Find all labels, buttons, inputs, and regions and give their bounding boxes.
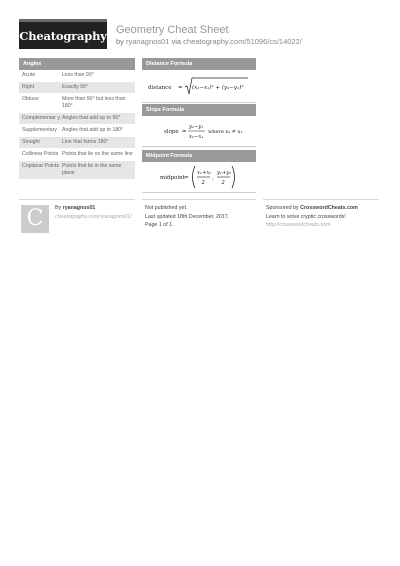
- table-row: [19, 70, 135, 82]
- slope-formula-heading: Slope Formula: [142, 104, 256, 116]
- distance-expr: (x₂−x₁)² + (y₂−y₁)²: [192, 85, 244, 91]
- midpoint-num1: x₁+x₂: [197, 170, 212, 176]
- footer-sponsor: [266, 204, 358, 230]
- angle-term: Straight: [22, 139, 40, 145]
- table-row: [19, 113, 135, 125]
- footer-author: [55, 204, 132, 221]
- page-title: Geometry Cheat Sheet: [116, 24, 229, 36]
- angle-definition: Points that lie on the same line: [62, 151, 133, 157]
- table-row: [19, 94, 135, 113]
- angle-term: Acute: [22, 72, 36, 78]
- author-avatar[interactable]: [21, 205, 49, 233]
- angle-definition: More than 90° but less than 180°: [62, 96, 126, 109]
- midpoint-den1: 2: [201, 180, 205, 186]
- sponsor-name[interactable]: CrosswordCheats.com: [300, 205, 358, 211]
- publish-status: Not published yet.: [145, 205, 188, 211]
- right-paren-icon: [232, 166, 235, 188]
- angle-term: Complementar y: [22, 115, 61, 121]
- byline-by: by: [116, 37, 124, 46]
- midpoint-den2: 2: [221, 180, 225, 186]
- angle-definition: Less than 90°: [62, 72, 94, 78]
- table-row: [19, 161, 135, 180]
- footer-divider-1: [19, 199, 135, 200]
- footer-status: [145, 204, 229, 230]
- table-row: [19, 149, 135, 161]
- angle-definition: Angles that add up to 180°: [62, 127, 124, 133]
- byline-url[interactable]: cheatography.com/51096/cs/14022/: [183, 37, 302, 46]
- last-updated: Last updated 18th December, 2017.: [145, 213, 230, 220]
- midpoint-comma: ,: [212, 175, 214, 181]
- slope-formula-box: [142, 104, 256, 147]
- slope-formula-graphic: [144, 117, 254, 145]
- angle-definition: Exactly 90°: [62, 84, 89, 90]
- angles-table: [19, 70, 135, 180]
- footer-divider-2: [142, 199, 256, 200]
- slope-cond: where x₂ ≠ x₁: [208, 129, 243, 135]
- angle-term: Obtuse: [22, 96, 39, 102]
- angle-term: Coplanar Points: [22, 163, 59, 169]
- distance-formula-box: [142, 58, 256, 103]
- distance-formula-heading: Distance Formula: [142, 58, 256, 70]
- midpoint-formula-body: [142, 162, 256, 193]
- distance-eq: =: [178, 85, 183, 91]
- footer-author-name[interactable]: ryanagnos01: [62, 205, 96, 211]
- sponsor-tagline: Learn to solve cryptic crosswords!: [266, 213, 346, 220]
- table-row: [19, 137, 135, 149]
- slope-den: x₂−x₁: [189, 134, 204, 140]
- left-paren-icon: [193, 166, 196, 188]
- footer-author-url[interactable]: cheatography.com/ryanagnos01/: [55, 213, 132, 220]
- footer-by: By: [55, 205, 62, 211]
- distance-lhs: distance: [148, 85, 172, 91]
- angle-definition: Line that forms 180°: [62, 139, 109, 145]
- angle-term: Right: [22, 84, 35, 90]
- angles-box: [19, 58, 135, 180]
- byline: [116, 37, 302, 46]
- angle-term: Collinear Points: [22, 151, 59, 157]
- midpoint-formula-graphic: [144, 163, 254, 191]
- midpoint-num2: y₁+y₂: [217, 170, 232, 176]
- sponsor-url[interactable]: http://crosswordcheats.com: [266, 222, 331, 228]
- slope-formula-body: [142, 116, 256, 147]
- midpoint-formula-heading: Midpoint Formula: [142, 150, 256, 162]
- angle-definition: Angles that add up to 90°: [62, 115, 121, 121]
- angles-heading: Angles: [19, 58, 135, 70]
- page-count: Page 1 of 1.: [145, 222, 174, 228]
- footer-divider-3: [263, 199, 379, 200]
- slope-num: y₂−y₁: [189, 124, 204, 130]
- cheatography-logo[interactable]: [19, 19, 107, 49]
- distance-formula-body: [142, 70, 256, 103]
- sponsored-by-label: Sponsored by: [266, 205, 299, 211]
- logo-text: Cheatography: [19, 28, 107, 43]
- table-row: [19, 125, 135, 137]
- table-row: [19, 82, 135, 94]
- midpoint-lhs: midpoint: [160, 175, 185, 181]
- avatar-letter: C: [26, 206, 44, 231]
- distance-formula-graphic: [144, 72, 254, 100]
- angle-term: Supplementary: [22, 127, 57, 133]
- slope-lhs: slope: [164, 129, 179, 135]
- midpoint-eq: =: [184, 175, 189, 181]
- byline-via: via: [171, 37, 182, 46]
- byline-author[interactable]: ryanagnos01: [126, 37, 170, 46]
- angle-definition: Points that lie in the same plane: [62, 163, 122, 176]
- midpoint-formula-box: [142, 150, 256, 193]
- slope-eq: =: [182, 129, 187, 135]
